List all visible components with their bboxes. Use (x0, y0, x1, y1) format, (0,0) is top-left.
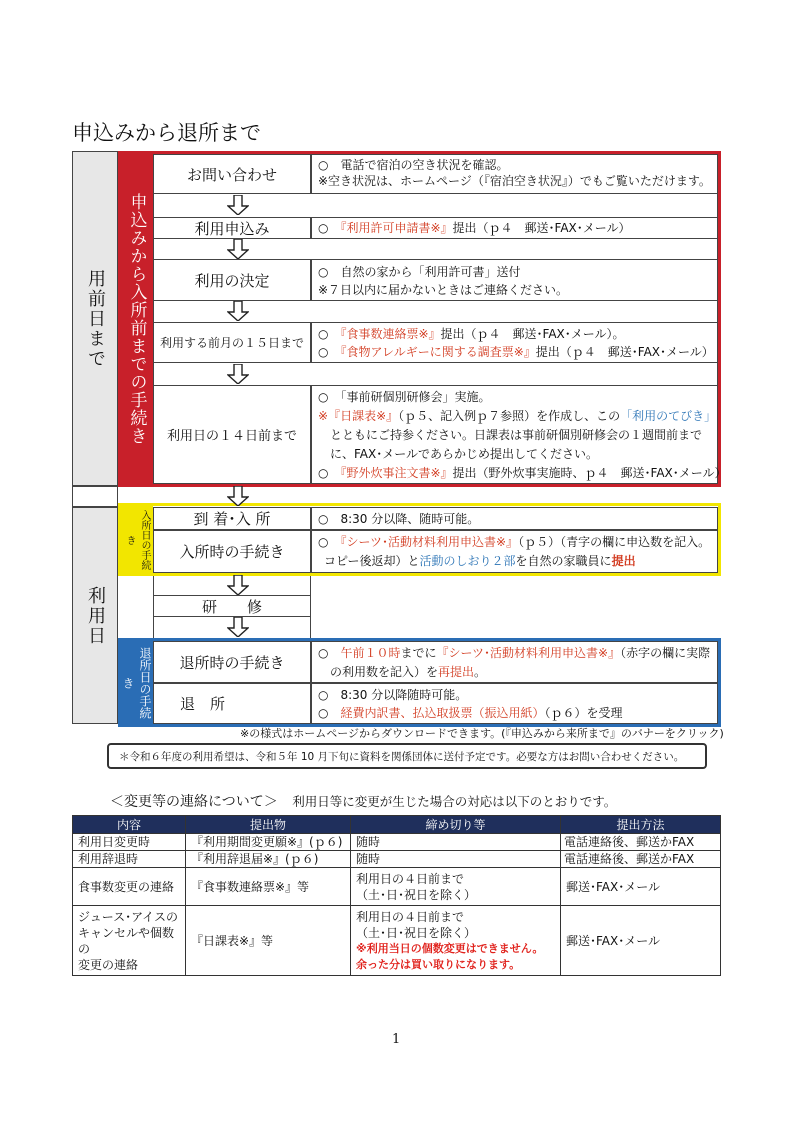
step-day14-label: 利用日の１４日前まで (166, 429, 297, 444)
arrival-line: ○ 8:30 分以降、随時可能。 (318, 512, 480, 526)
checkin-post-1: （ｐ５）（青字の欄に申込数を記入。 (518, 535, 711, 549)
checkout-text-c: 。 (474, 665, 487, 679)
checkout-post: （赤字の欄に実際 (620, 646, 711, 660)
inquiry-line-1: ○ 電話で宿泊の空き状況を確認。 (318, 158, 509, 172)
step-leave-detail (311, 683, 718, 724)
checkin-text-a: コピー後返却）と (324, 554, 420, 568)
step-decision-detail (311, 259, 718, 301)
checkout-text-b: 再提出 (438, 665, 475, 679)
label-usage-day (72, 507, 118, 724)
col-header: 提出物 (186, 816, 351, 834)
day14-line-3: とともにご持参ください。日課表は事前研個別研修会の１週間前まで (330, 428, 703, 442)
checkout-mid: までに (400, 646, 437, 660)
checkout-time: 午前１０時 (340, 646, 401, 660)
application-group-label (121, 154, 153, 484)
step-month15 (153, 322, 311, 363)
page-number: 1 (392, 1032, 401, 1047)
table-row (73, 834, 721, 851)
step-decision (153, 259, 311, 301)
content-line-1: ジュース･アイスの (78, 909, 178, 924)
checkin-line-1 (318, 533, 711, 552)
leave-line-2 (318, 704, 711, 722)
allergy-form-link[interactable]: 『食物アレルギーに関する調査票※』 (340, 345, 536, 359)
cell-method: 郵送･FAX･メール (561, 906, 721, 976)
cell-doc: 『日課表※』等 (186, 906, 351, 976)
application-group-label-text: 申込みから入所前までの手続き (126, 193, 147, 445)
checkin-group-label (121, 506, 153, 573)
day14-mid: （ｐ５、記入例ｐ７参照）を作成し、この (398, 409, 621, 423)
step-checkout-label: 退所時の手続き (179, 653, 285, 672)
leave-post: （ｐ６）を受理 (544, 706, 623, 720)
bullet: ○ (318, 466, 341, 480)
leave-docs: 経費内訳書、払込取扱票（振込用紙） (340, 706, 545, 720)
checkout-group-label-text: 退所日の手続き (121, 646, 152, 719)
table-header-row (73, 816, 721, 834)
warning-line-1: ※利用当日の個数変更はできません。 (356, 941, 544, 955)
decision-line-1: ○ 自然の家から「利用許可書」送付 (318, 265, 521, 279)
checkin-text-d: 提出 (611, 554, 636, 568)
step-month15-detail (311, 322, 718, 363)
bullet: ○ (318, 535, 341, 549)
guide-link[interactable]: 「利用のてびき」 (620, 409, 717, 423)
sheet-form-link[interactable]: 『シーツ･活動材料利用申込書※』 (340, 535, 519, 549)
step-checkout (153, 641, 311, 683)
cell-method: 郵送･FAX･メール (561, 868, 721, 906)
step-checkin (153, 530, 311, 573)
decision-line-2: ※７日以内に届かないときはご連絡ください。 (318, 283, 569, 297)
table-row (73, 906, 721, 976)
change-heading (110, 794, 616, 810)
cell-doc: 『利用期間変更願※』(ｐ６) (186, 834, 351, 851)
arrow-down-icon (227, 486, 249, 506)
cell-content: 食事数変更の連絡 (73, 868, 186, 906)
col-header: 締め切り等 (351, 816, 561, 834)
cell-content (73, 906, 186, 976)
step-day14 (153, 385, 311, 484)
cell-deadline: 随時 (351, 851, 561, 868)
checkout-line-2 (318, 663, 711, 682)
cell-content: 利用日変更時 (73, 834, 186, 851)
month15-line-2 (318, 343, 714, 361)
download-note: ※の様式はホームページからダウンロードできます。(『申込みから来所まで』のバナーをクリック) (240, 727, 724, 740)
step-decision-label: 利用の決定 (194, 271, 270, 290)
content-line-2: キャンセルや個数の (78, 925, 175, 956)
sheet-form-link-2[interactable]: 『シーツ･活動材料利用申込書※』 (436, 646, 621, 660)
between-row (72, 486, 118, 507)
step-apply (153, 217, 311, 239)
cell-method: 電話連絡後、郵送かFAX (561, 851, 721, 868)
checkout-line-1 (318, 644, 711, 663)
schedule-form-link[interactable]: 『日課表※』 (328, 409, 399, 423)
bullet: ○ (318, 345, 341, 359)
cell-method: 電話連絡後、郵送かFAX (561, 834, 721, 851)
bullet: ○ (318, 646, 341, 660)
step-apply-label: 利用申込み (194, 219, 270, 238)
label-usage-day-text: 利用日 (85, 585, 106, 646)
checkin-line-2 (318, 552, 711, 571)
checkin-text-c: を自然の家職員に (515, 554, 612, 568)
checkout-group-label (121, 641, 153, 724)
step-training (153, 595, 311, 617)
step-day14-detail (311, 385, 727, 484)
cell-doc: 『食事数連絡票※』等 (186, 868, 351, 906)
leave-line-1: ○ 8:30 分以降随時可能。 (318, 688, 468, 702)
step-inquiry-detail (311, 154, 718, 194)
arrow-down-icon (227, 617, 249, 637)
step-month15-label: 利用する前月の１５日まで (159, 336, 304, 350)
label-before-day (72, 151, 118, 486)
bullet: ○ (318, 706, 341, 720)
deadline-line-2: （土･日･祝日を除く） (356, 887, 477, 902)
cell-doc: 『利用辞退届※』(ｐ６) (186, 851, 351, 868)
step-leave (153, 683, 311, 724)
cell-deadline (351, 868, 561, 906)
outdoor-cooking-form-link[interactable]: 『野外炊事注文書※』 (340, 466, 453, 480)
day14-post-5: 提出（野外炊事実施時、ｐ４ 郵送･FAX･メール） (452, 466, 727, 480)
month15-post-2: 提出（ｐ４ 郵送･FAX･メール） (535, 345, 714, 359)
label-before-day-text: 用前日まで (85, 268, 106, 369)
day14-line-2 (318, 407, 717, 426)
day14-line-5 (318, 464, 727, 483)
apply-doc-link[interactable]: 『利用許可申請書※』 (340, 221, 453, 235)
notice-box (107, 743, 707, 769)
step-apply-detail (311, 217, 718, 239)
note-mark: ※ (318, 409, 329, 423)
apply-line (318, 220, 711, 236)
cell-deadline: 随時 (351, 834, 561, 851)
meal-count-form-link[interactable]: 『食事数連絡票※』 (340, 327, 441, 341)
table-row (73, 851, 721, 868)
change-table (72, 815, 721, 976)
day14-line-1: ○ 「事前研個別研修会」実施。 (318, 390, 491, 404)
step-inquiry (153, 154, 311, 194)
cell-deadline (351, 906, 561, 976)
page-title: 申込みから退所まで (72, 121, 261, 145)
change-heading-title: ＜変更等の連絡について＞ (110, 794, 278, 810)
inquiry-line-2: ※空き状況は、ホームページ（『宿泊空き状況』）でもご覧いただけます。 (318, 174, 711, 188)
deadline-line-1: 利用日の４日前まで (356, 871, 465, 886)
step-checkout-detail (311, 641, 718, 683)
deadline-line-2: （土･日･祝日を除く） (356, 925, 477, 940)
step-arrival-detail (311, 507, 718, 530)
col-header: 内容 (73, 816, 186, 834)
month15-line-1 (318, 325, 711, 343)
cell-content: 利用辞退時 (73, 851, 186, 868)
checkout-text-a: の利用数を記入）を (330, 665, 439, 679)
step-training-label: 研 修 (201, 597, 262, 616)
table-row (73, 868, 721, 906)
month15-post-1: 提出（ｐ４ 郵送･FAX･メール）。 (440, 327, 625, 341)
apply-bullet: ○ (318, 221, 341, 235)
activity-guide-link[interactable]: 活動のしおり２部 (419, 554, 516, 568)
step-arrival-label: 到 着･入 所 (193, 510, 271, 528)
day14-line-4: に、FAX･メールであらかじめ提出してください。 (330, 447, 598, 461)
apply-post: 提出（ｐ４ 郵送･FAX･メール） (452, 221, 631, 235)
arrow-down-icon (227, 301, 249, 321)
content-line-3: 変更の連絡 (78, 957, 139, 972)
step-checkin-detail (311, 530, 718, 573)
arrow-down-icon (227, 575, 249, 595)
checkin-group-label-text: 入所日の手続き (124, 509, 150, 570)
step-inquiry-label: お問い合わせ (186, 165, 277, 184)
notice-text: ＊令和６年度の利用希望は、令和５年 10 月下旬に資料を関係団体に送付予定です。必要な方はお問い合わせください。 (119, 751, 685, 763)
step-checkin-label: 入所時の手続き (179, 543, 285, 561)
step-arrival (153, 507, 311, 530)
col-header: 提出方法 (561, 816, 721, 834)
arrow-down-icon (227, 239, 249, 259)
change-heading-sub: 利用日等に変更が生じた場合の対応は以下のとおりです。 (292, 794, 617, 809)
warning-line-2: 余った分は買い取りになります。 (356, 957, 521, 971)
arrow-down-icon (227, 364, 249, 384)
step-leave-label: 退 所 (180, 695, 226, 713)
arrow-down-icon (227, 195, 249, 215)
deadline-line-1: 利用日の４日前まで (356, 909, 465, 924)
bullet: ○ (318, 327, 341, 341)
